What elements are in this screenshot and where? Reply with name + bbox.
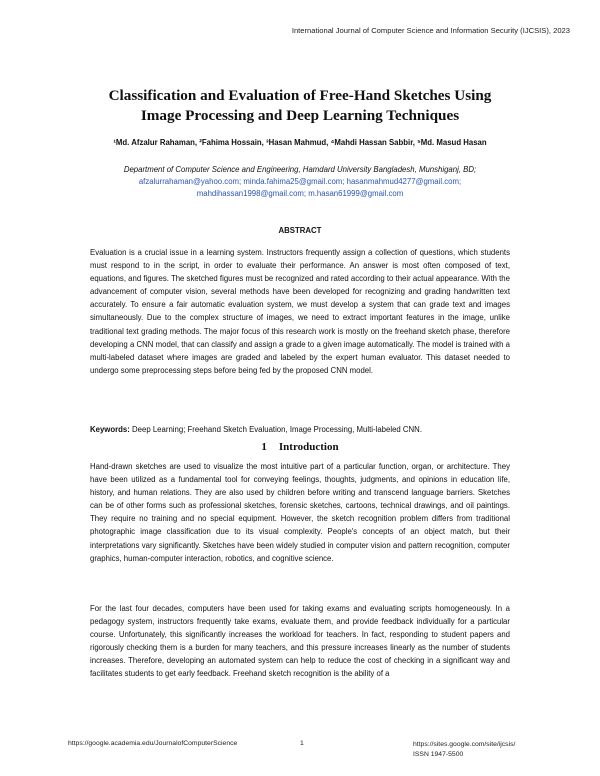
section-number: 1 <box>261 441 267 453</box>
page-number: 1 <box>300 740 304 747</box>
footer-issn: ISSN 1947-5500 <box>413 751 464 758</box>
affiliation-block <box>70 164 530 200</box>
author-list: ¹Md. Afzalur Rahaman, ²Fahima Hossain, ³Hasan Mahmud, ⁴Mahdi Hassan Sabbir, ⁵Md. Masud Hasan <box>113 138 487 147</box>
footer-site-link[interactable]: https://sites.google.com/site/ijcsis/ <box>413 741 516 748</box>
abstract-text: Evaluation is a crucial issue in a learning system. Instructors frequently assign a collection of questions, which students must respond to in the script, in order to evaluate their performance. An answer is most often composed of text, equations, and figures. The sketched figures must be recognized and rated according to their actual appearance. With the advancement of computer vision, several methods have been developed for recognizing and grading handwritten text accurately. To ensure a fair automatic evaluation system, we must develop a system that can grade text and images simultaneously. Due to the complex structure of images, we need to extract important features in the image, unlike traditional text grading methods. The major focus of this research work is mostly on the freehand sketch phase, therefore developing a CNN model, that can classify and assign a grade to a given image automatically. The model is trained with a multi-labeled dataset where images are graded and labeled by the expert human evaluator. This dataset needed to undergo some preprocessing steps before being fed by the proposed CNN model. <box>90 248 510 375</box>
title-line-1: Classification and Evaluation of Free-Hand Sketches Using <box>108 87 492 104</box>
introduction-paragraph-1: Hand-drawn sketches are used to visualize the most intuitive part of a particular function, organ, or architecture. They have been utilized as a fundamental tool for conveying feelings, thoughts, judgments, and opinions in education life, history, and human relations. They are also used by children before writing and transcend language barriers. Sketches can be of other forms such as professional sketches, forensic sketches, cartoons, technical drawings, and oil paintings. They require no training and no special equipment. However, the sketch recognition problem differs from traditional photographic image classification due to its visual complexity. People's concepts of an object match, but their interpretations vary significantly. Sketches have been widely studied in computer vision and pattern recognition, computer graphics, human-computer interaction, robotics, and cognitive science. <box>90 462 510 563</box>
footer-journal-link[interactable]: https://google.academia.edu/JournalofComputerScience <box>68 740 238 747</box>
title-line-2: Image Processing and Deep Learning Techniques <box>140 107 460 124</box>
department: Department of Computer Science and Engineering, Hamdard University Bangladesh, Munshiganj, BD; <box>123 165 477 174</box>
keywords <box>90 425 510 434</box>
section-heading-introduction <box>0 441 600 453</box>
footer-issn-block <box>413 740 515 760</box>
author-emails-line-1[interactable]: afzalurrahaman@yahoo.com; minda.fahima25@gmail.com; hasanmahmud4277@gmail.com; <box>138 177 462 186</box>
running-head: International Journal of Computer Science and Information Security (IJCSIS), 2023 <box>291 26 570 35</box>
paper-title <box>60 86 540 126</box>
keywords-text: Deep Learning; Freehand Sketch Evaluation, Image Processing, Multi-labeled CNN. <box>129 425 422 434</box>
section-title: Introduction <box>278 441 339 453</box>
author-emails-line-2[interactable]: mahdihassan1998@gmail.com; m.hasan61999@gmail.com <box>196 189 404 198</box>
introduction-paragraph-2: For the last four decades, computers have been used for taking exams and evaluating scripts homogeneously. In a pedagogy system, instructors frequently take exams, evaluate them, and provide feedback individually for a particular course. Unfortunately, this significantly increases the workload for teachers. In fact, responding to student papers and rigorously checking them is a burden for many teachers, and this pressure increases linearly as the number of students increases. Therefore, developing an automated system can help to reduce the cost of checking in a significant way and facilitates students to get early feedback. Freehand sketch recognition is the ability of a <box>90 604 510 679</box>
keywords-label: Keywords: <box>90 425 130 434</box>
abstract-heading: ABSTRACT <box>278 226 322 235</box>
